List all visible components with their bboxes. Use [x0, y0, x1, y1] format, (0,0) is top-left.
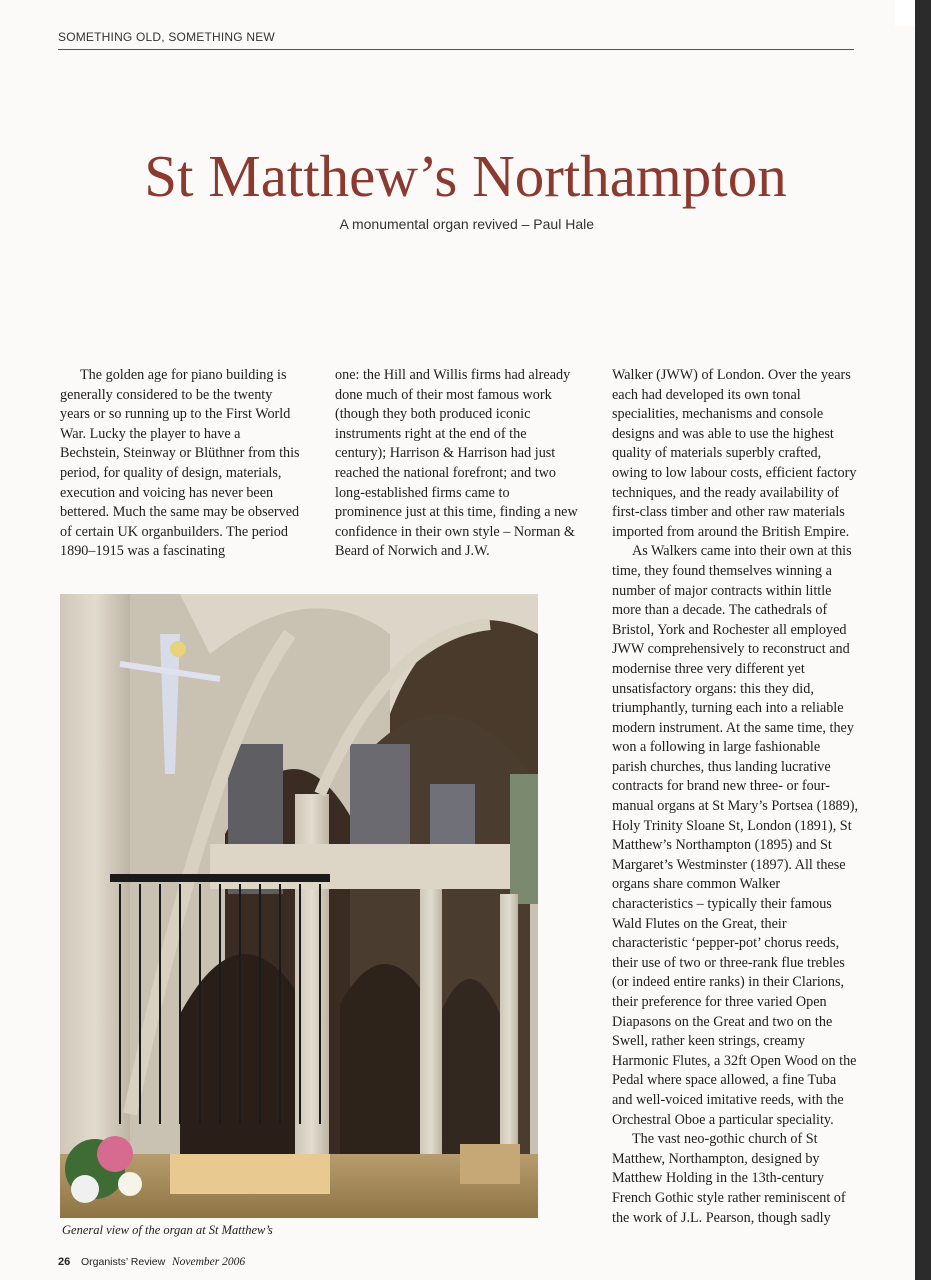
text-column-1 [60, 366, 303, 562]
paragraph: As Walkers came into their own at this time, they found themselves winning a number of major contracts within little more than a decade. The cathedrals of Bristol, York and Rochester all employed JWW comprehensively to reconstruct and modernise three very different yet unsatisfactory organs: this they did, triumphantly, turning each into a reliable modern instrument. At the same time, they won a following in large fashionable parish churches, thus landing lucrative contracts for brand new three- or four-manual organs at St Mary’s Portsea (1889), Holy Trinity Sloane St, London (1891), St Matthew’s Northampton (1895) and St Margaret’s Westminster (1897). All these organs share common Walker characteristics – typically their famous Wald Flutes on the Great, their characteristic ‘pepper-pot’ chorus reeds, their use of two or three-rank flue trebles (or indeed entire ranks) in their Clarions, their preference for three varied Open Diapasons on the Great and two on the Swell, rather keen strings, creamy Harmonic Flutes, a 32ft Open Wood on the Pedal where space allowed, a fine Tuba and well-voiced imitative reeds, with the Orchestral Oboe a particular speciality. [612, 543, 859, 1128]
text-column-2 [335, 366, 578, 562]
header-rule [58, 49, 854, 50]
scan-edge-corner [895, 0, 915, 26]
magazine-name: Organists’ Review [81, 1256, 166, 1268]
paragraph: one: the Hill and Willis firms had already done much of their most famous work (though they both produced iconic instruments right at the end of the century); Harrison & Harrison had just reached the national forefront; and two long-established firms came to prominence just at this time, finding a new confidence in their own style – Norman & Beard of Norwich and J.W. [335, 367, 578, 560]
paragraph: The golden age for piano building is generally considered to be the twenty years or so running up to the First World War. Lucky the player to have a Bechstein, Steinway or Blüthner from this period, for quality of design, materials, execution and voicing has never been bettered. Much the same may be observed of certain UK organbuilders. The period 1890–1915 was a fascinating [60, 367, 300, 560]
organ-photo [60, 594, 538, 1218]
photo-caption: General view of the organ at St Matthew’s [62, 1223, 273, 1237]
paragraph: Walker (JWW) of London. Over the years each had developed its own tonal specialities, mechanisms and console designs and was able to use the highest quality of materials superbly crafted, owing to low labour costs, efficient factory techniques, and the ready availability of first-class timber and other raw materials imported from around the British Empire. [612, 367, 857, 540]
article-subtitle: A monumental organ revived – Paul Hale [339, 216, 594, 232]
page-footer [58, 1256, 245, 1268]
article-title: St Matthew’s Northampton [144, 143, 787, 209]
issue-date: November 2006 [171, 1256, 246, 1268]
page-number: 26 [58, 1256, 71, 1268]
text-column-3 [612, 366, 858, 1228]
paragraph: The vast neo-gothic church of St Matthew, Northampton, designed by Matthew Holding in the 13th-century French Gothic style rather reminiscent of the work of J.L. Pearson, though sadly [612, 1131, 846, 1226]
running-header: SOMETHING OLD, SOMETHING NEW [58, 30, 275, 44]
